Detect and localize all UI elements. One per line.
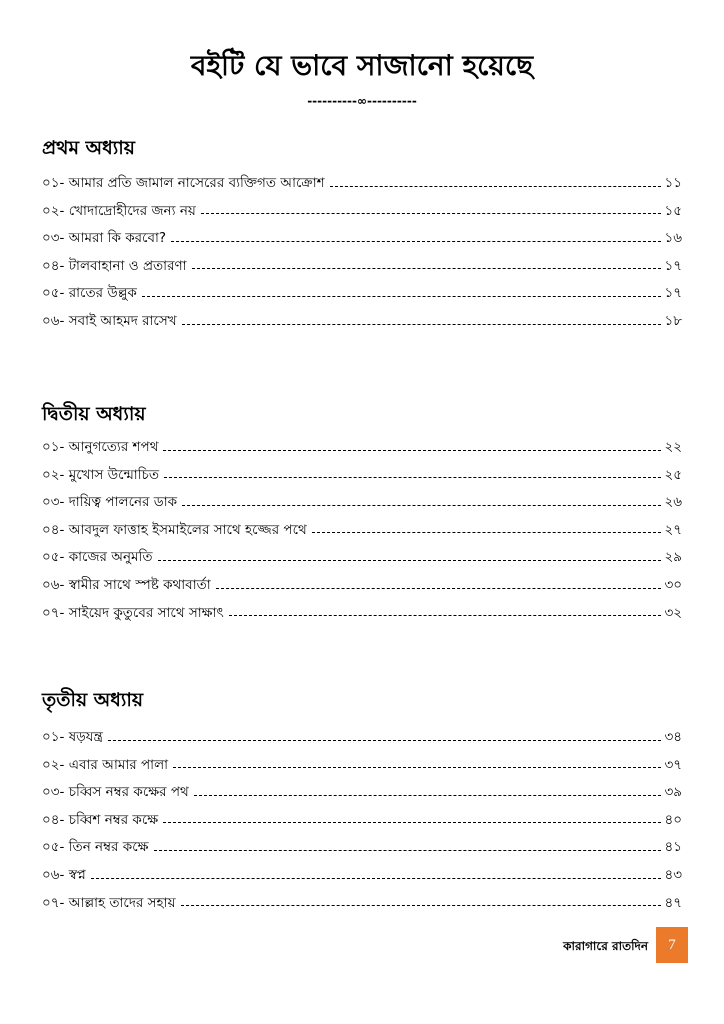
toc-entry-page: ৪৩ [664,866,682,883]
toc-entry-title: ০১- ষড়যন্ত্র [42,729,103,745]
toc-entry-page: ১৫ [664,202,682,219]
toc-entry-page: ৩৪ [664,729,682,745]
toc-entry-page: ২৬ [664,494,682,511]
toc-entry[interactable] [42,200,682,228]
toc-entry[interactable] [42,836,682,864]
toc-entry[interactable] [42,602,682,630]
toc-entry-page: ১৭ [664,285,682,302]
toc-entry-title: ০৬- স্বপ্ন [42,866,86,883]
toc-entry-title: ০৫- রাতের উল্লুক [42,285,137,302]
toc-entry-title: ০২- এবার আমার পালা [42,756,169,773]
toc-entry-title: ০৭- সাইয়েদ কুতুবের সাথে সাক্ষাৎ [42,604,224,621]
toc-entry[interactable] [42,464,682,492]
toc-entry[interactable] [42,519,682,547]
toc-entry-page: ৩৯ [664,784,682,801]
toc-entry[interactable] [42,809,682,837]
page-number-badge: 7 [656,927,688,963]
dot-leader [164,477,661,478]
toc-entry-title: ০২- মুখোস উন্মোচিত [42,466,159,483]
toc-entry[interactable] [42,491,682,519]
toc-entry-title: ০৭- আল্লাহ তাদের সহায় [42,894,176,911]
title-divider: ----------∞---------- [307,94,417,108]
section-heading-1: প্রথম অধ্যায় [42,137,135,159]
dot-leader [201,213,662,214]
dot-leader [194,795,662,796]
toc-entry-page: ২৭ [664,521,682,538]
dot-leader [192,268,662,269]
toc-entry-title: ০৫- কাজের অনুমতি [42,549,153,566]
toc-entry-title: ০৫- তিন নম্বর কক্ষে [42,839,149,856]
section-heading-2: দ্বিতীয় অধ্যায় [42,403,146,425]
dot-leader [182,324,662,325]
toc-entry-title: ০৬- সবাই আহমদ রাসেখ [42,312,177,329]
toc-entry[interactable] [42,892,682,920]
toc-entry-title: ০৩- চব্বিস নম্বর কক্ষের পথ [42,784,189,801]
toc-entry[interactable] [42,574,682,602]
footer-book-title: কারাগারে রাতদিন [563,939,648,953]
toc-entry[interactable] [42,546,682,574]
dot-leader [312,532,662,533]
toc-entry[interactable] [42,754,682,782]
dot-leader [216,588,662,589]
toc-entry-page: ১৮ [664,312,682,329]
toc-entry-title: ০১- আনুগত্যের শপথ [42,439,159,455]
toc-entry-page: ৩০ [664,576,682,593]
toc-entry[interactable] [42,864,682,892]
toc-entry-page: ২৯ [664,549,682,566]
toc-entry[interactable] [42,255,682,283]
toc-entry-page: ৪১ [664,839,682,856]
toc-entry-page: ২৫ [664,466,682,483]
dot-leader [163,450,661,451]
toc-entry-title: ০১- আমার প্রতি জামাল নাসেরের ব্যক্তিগত আক্রোশ [42,175,325,191]
dot-leader [142,296,662,297]
toc-section-2 [42,436,682,629]
toc-entry-title: ০৩- দায়িত্ব পালনের ডাক [42,494,178,511]
toc-entry-title: ০৪- আবদুল ফাত্তাহ ইসমাইলের সাথে হজ্জের পথে [42,521,307,538]
toc-entry-page: ১৬ [664,230,682,247]
dot-leader [182,505,661,506]
toc-entry-page: ৪০ [664,811,682,828]
dot-leader [158,560,662,561]
dot-leader [163,822,661,823]
toc-entry-page: ১১ [664,175,682,191]
toc-entry[interactable] [42,310,682,338]
toc-entry-title: ০৩- আমরা কি করবো? [42,230,167,247]
toc-entry-title: ০৬- স্বামীর সাথে স্পষ্ট কথাবার্তা [42,576,211,593]
dot-leader [154,850,662,851]
dot-leader [229,615,662,616]
toc-entry[interactable] [42,172,682,200]
page-title: বইটি যে ভাবে সাজানো হয়েছে [190,49,534,82]
section-heading-3: তৃতীয় অধ্যায় [42,689,144,711]
toc-entry-page: ১৭ [664,257,682,274]
toc-entry-page: ৩৭ [664,756,682,773]
dot-leader [171,241,661,242]
toc-entry-page: ৪৭ [664,894,682,911]
dot-leader [91,878,662,879]
toc-entry[interactable] [42,227,682,255]
toc-entry[interactable] [42,282,682,310]
dot-leader [173,767,661,768]
dot-leader [181,905,662,906]
toc-entry[interactable] [42,781,682,809]
toc-entry-page: ২২ [664,439,682,455]
toc-entry-page: ৩২ [664,604,682,621]
toc-section-1 [42,172,682,338]
toc-entry[interactable] [42,436,682,464]
toc-entry-title: ০৪- চব্বিশ নম্বর কক্ষে [42,811,159,828]
toc-entry-title: ০৪- টালবাহানা ও প্রতারণা [42,257,187,274]
toc-section-3 [42,726,682,919]
dot-leader [330,186,662,187]
toc-entry[interactable] [42,726,682,754]
toc-entry-title: ০২- খোদাদ্রোহীদের জন্য নয় [42,202,196,219]
dot-leader [108,740,662,741]
